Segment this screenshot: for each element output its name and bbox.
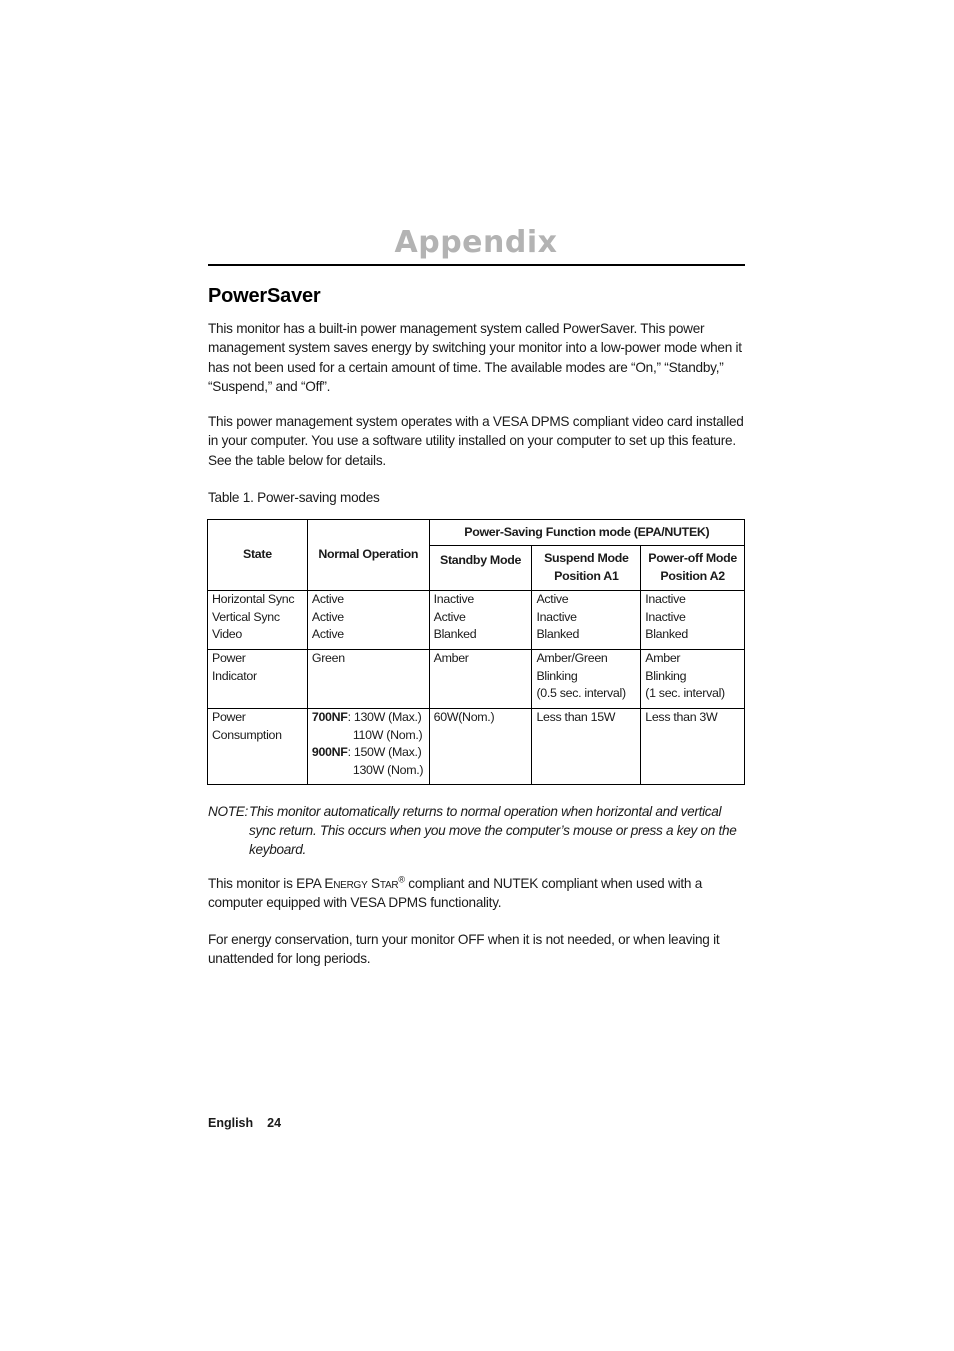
cell-standby: 60W(Nom.) xyxy=(429,709,532,785)
intro-paragraph: This monitor has a built-in power management system called PowerSaver. This power management system saves energy by switching your monitor into a low-power mode when it has not been used for a certain amount of time. The available modes are “On,” “Standby,” “Suspend,” and “Off”. xyxy=(208,321,742,395)
page-footer xyxy=(208,1114,295,1132)
page-number: 24 xyxy=(267,1116,282,1130)
energy-star-brand: Energy Star xyxy=(324,876,399,891)
energy-star-paragraph: This monitor is EPA Energy Star® compliant and NUTEK compliant when used with a computer equipped with VESA DPMS functionality. xyxy=(208,874,703,911)
cell-power-off: Less than 3W xyxy=(641,709,745,785)
note-label: NOTE: xyxy=(208,804,249,819)
table-row xyxy=(208,650,745,709)
cell-suspend: Active Inactive Blanked xyxy=(532,591,641,650)
cell-power-off: Inactive Inactive Blanked xyxy=(641,591,745,650)
header-power-off: Power-off Mode Position A2 xyxy=(641,546,745,591)
note-text: This monitor automatically returns to normal operation when horizontal and vertical sync return. This occurs when you move the computer’s mouse or press a key on the keyboard. xyxy=(249,804,737,857)
conservation-paragraph: For energy conservation, turn your monitor OFF when it is not needed, or when leaving it unattended for long periods. xyxy=(208,932,720,967)
cell-state: Power Consumption xyxy=(208,709,308,785)
header-normal-operation: Normal Operation xyxy=(307,520,429,591)
cell-normal: 700NF: 130W (Max.) 110W (Nom.) 900NF: 150W (Max.) 130W (Nom.) xyxy=(307,709,429,785)
cell-normal: Green xyxy=(307,650,429,709)
cell-suspend: Amber/Green Blinking (0.5 sec. interval) xyxy=(532,650,641,709)
chapter-title: Appendix xyxy=(394,225,558,260)
model-700nf: 700NF xyxy=(311,710,348,724)
cell-normal: Active Active Active xyxy=(307,591,429,650)
table-caption: Table 1. Power-saving modes xyxy=(208,490,380,505)
registered-mark: ® xyxy=(398,874,405,885)
cell-standby: Inactive Active Blanked xyxy=(429,591,532,650)
cell-state: Power Indicator xyxy=(208,650,308,709)
cell-suspend: Less than 15W xyxy=(532,709,641,785)
footer-language: English xyxy=(208,1116,254,1130)
table-row xyxy=(208,709,745,785)
dpms-paragraph: This power management system operates with a VESA DPMS compliant video card installed in your computer. You use a software utility installed on your computer to set up this feature. See the table below for details. xyxy=(208,414,744,468)
header-power-saving-group: Power-Saving Function mode (EPA/NUTEK) xyxy=(429,520,744,546)
note xyxy=(208,802,748,859)
section-heading: PowerSaver xyxy=(208,285,321,307)
header-suspend: Suspend Mode Position A1 xyxy=(532,546,641,591)
cell-state: Horizontal Sync Vertical Sync Video xyxy=(208,591,308,650)
table-row xyxy=(208,591,745,650)
header-state: State xyxy=(208,520,308,591)
header-standby: Standby Mode xyxy=(429,546,532,591)
power-saving-modes-table xyxy=(207,519,745,785)
cell-standby: Amber xyxy=(429,650,532,709)
cell-power-off: Amber Blinking (1 sec. interval) xyxy=(641,650,745,709)
model-900nf: 900NF xyxy=(311,745,348,760)
title-rule xyxy=(208,264,745,266)
table-header-row xyxy=(208,520,745,546)
